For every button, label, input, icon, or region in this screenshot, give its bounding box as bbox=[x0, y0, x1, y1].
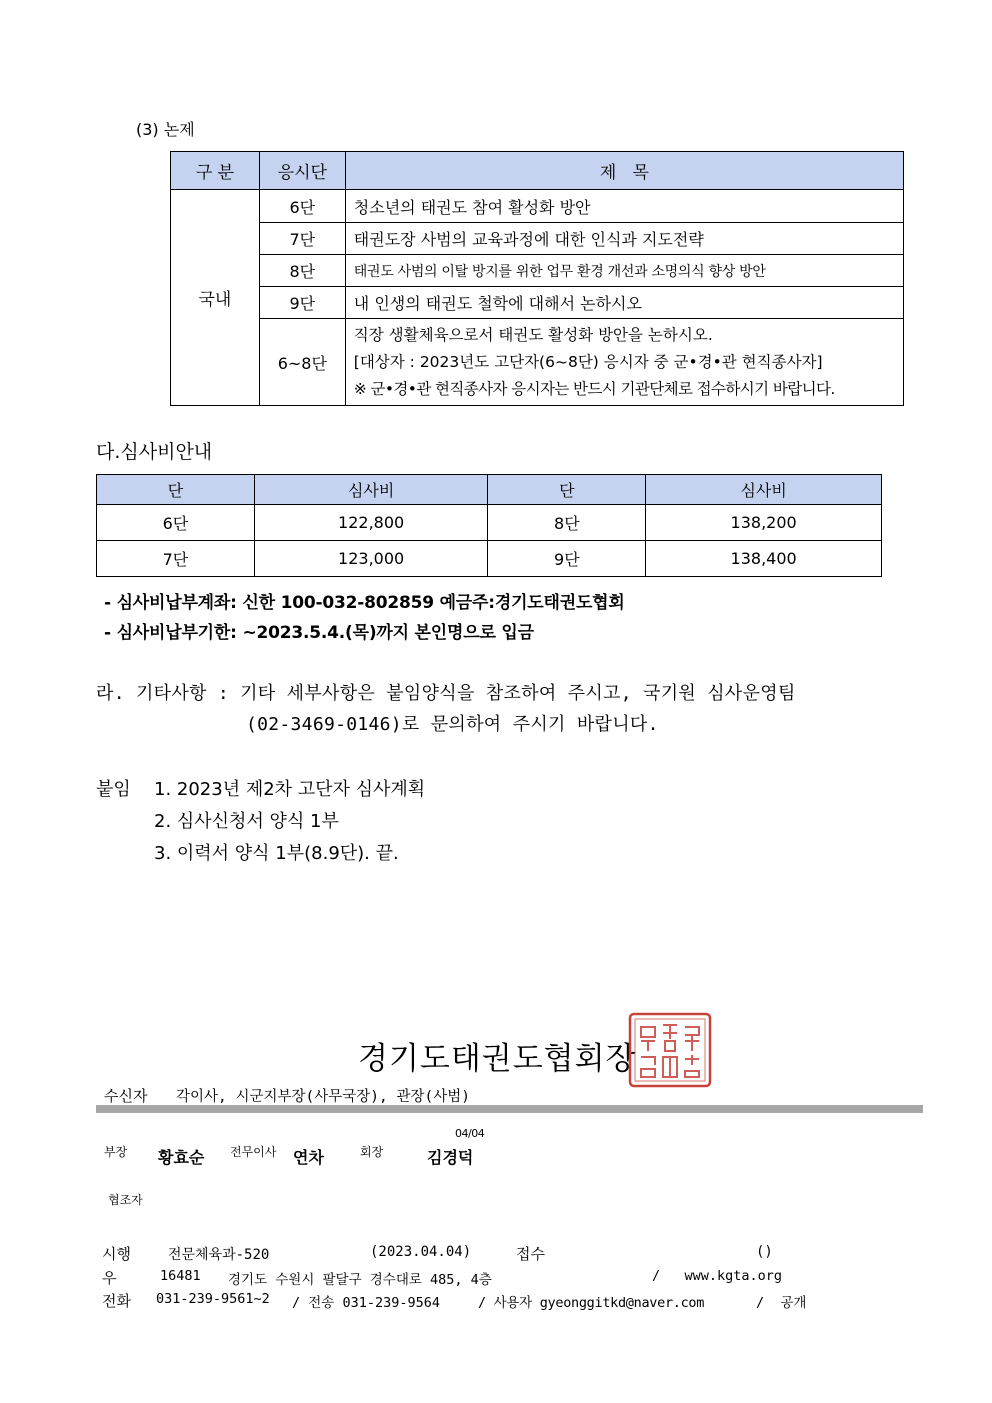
special-topic-cell bbox=[345, 319, 903, 406]
fee-dan: 7단 bbox=[97, 541, 255, 577]
approval-name: 황효순 bbox=[158, 1148, 205, 1167]
misc-line: (02-3469-0146)로 문의하여 주시기 바랍니다. bbox=[246, 714, 659, 735]
attachment-item: 3. 이력서 양식 1부(8.9단). 끝. bbox=[154, 843, 399, 864]
approval-name: 연차 bbox=[293, 1148, 324, 1167]
fee-header-fee: 심사비 bbox=[254, 475, 488, 505]
post-label: 우 bbox=[102, 1269, 117, 1287]
fee-dan: 8단 bbox=[488, 505, 646, 541]
fee-header-dan: 단 bbox=[97, 475, 255, 505]
address: 경기도 수원시 팔달구 경수대로 485, 4층 bbox=[228, 1272, 492, 1288]
topic-title: 태권도장 사범의 교육과정에 대한 인식과 지도전략 bbox=[345, 223, 903, 255]
special-target-line: [대상자 : 2023년도 고단자(6~8단) 응시자 중 군•경•관 현직종사자] bbox=[353, 352, 823, 371]
special-topic-line: 직장 생활체육으로서 태권도 활성화 방안을 논하시오. bbox=[353, 325, 713, 344]
header-dan: 응시단 bbox=[259, 152, 345, 190]
cooperator-label: 협조자 bbox=[108, 1193, 143, 1207]
region-cell: 국내 bbox=[171, 190, 260, 406]
fee-amount: 138,200 bbox=[646, 505, 882, 541]
disclosure: / 공개 bbox=[756, 1295, 807, 1311]
topic-dan: 7단 bbox=[259, 223, 345, 255]
fee-dan: 9단 bbox=[488, 541, 646, 577]
email: / 사용자 gyeonggitkd@naver.com bbox=[478, 1295, 705, 1311]
approval-role: 전무이사 bbox=[230, 1145, 277, 1159]
topic-title: 내 인생의 태권도 철학에 대해서 논하시오 bbox=[345, 287, 903, 319]
receipt-value: () bbox=[756, 1244, 773, 1260]
enforce-number: 전문체육과-520 bbox=[168, 1247, 270, 1263]
header-category: 구 분 bbox=[171, 152, 260, 190]
topics-heading: (3) 논제 bbox=[136, 120, 195, 139]
fee-dan: 6단 bbox=[97, 505, 255, 541]
fee-header-fee: 심사비 bbox=[646, 475, 882, 505]
misc-line: 라. 기타사항 : 기타 세부사항은 붙임양식을 참조하여 주시고, 국기원 심사운영팀 bbox=[96, 683, 796, 704]
topic-dan: 9단 bbox=[259, 287, 345, 319]
fee-amount: 138,400 bbox=[646, 541, 882, 577]
divider-bar bbox=[96, 1105, 923, 1113]
fees-heading: 다.심사비안내 bbox=[96, 441, 213, 463]
fee-amount: 122,800 bbox=[254, 505, 488, 541]
recipient-label: 수신자 bbox=[104, 1087, 148, 1105]
approval-role: 부장 bbox=[104, 1145, 128, 1159]
approval-date: 04/04 bbox=[455, 1127, 485, 1140]
website: / www.kgta.org bbox=[652, 1268, 783, 1284]
post-code: 16481 bbox=[160, 1268, 201, 1284]
approval-role: 회장 bbox=[360, 1145, 384, 1159]
fax: / 전송 031-239-9564 bbox=[292, 1295, 440, 1311]
topics-table bbox=[170, 151, 904, 406]
topic-dan: 6단 bbox=[259, 190, 345, 223]
topic-dan: 6~8단 bbox=[259, 319, 345, 406]
header-title: 제 목 bbox=[345, 152, 903, 190]
fee-account: - 심사비납부계좌: 신한 100-032-802859 예금주:경기도태권도협회 bbox=[104, 593, 625, 613]
recipient-list: 각이사, 시군지부장(사무국장), 관장(사범) bbox=[176, 1089, 470, 1105]
attachments-label: 붙임 bbox=[96, 779, 131, 800]
approval-name: 김경덕 bbox=[427, 1148, 474, 1167]
official-seal bbox=[627, 1011, 713, 1089]
special-note-line: ※ 군•경•관 현직종사자 응시자는 반드시 기관단체로 접수하시기 바랍니다. bbox=[353, 379, 835, 398]
fees-table bbox=[96, 474, 882, 577]
topic-dan: 8단 bbox=[259, 255, 345, 287]
topic-title: 태권도 사범의 이탈 방지를 위한 업무 환경 개선과 소명의식 향상 방안 bbox=[345, 255, 903, 287]
topic-title: 청소년의 태권도 참여 활성화 방안 bbox=[345, 190, 903, 223]
fee-amount: 123,000 bbox=[254, 541, 488, 577]
attachment-item: 1. 2023년 제2차 고단자 심사계획 bbox=[154, 779, 426, 800]
fee-deadline: - 심사비납부기한: ~2023.5.4.(목)까지 본인명으로 입금 bbox=[104, 623, 534, 643]
fee-header-dan: 단 bbox=[488, 475, 646, 505]
phone: 031-239-9561~2 bbox=[156, 1291, 270, 1307]
receipt-label: 접수 bbox=[516, 1245, 545, 1263]
attachment-item: 2. 심사신청서 양식 1부 bbox=[154, 811, 339, 832]
enforce-date: (2023.04.04) bbox=[370, 1244, 472, 1260]
enforce-label: 시행 bbox=[102, 1245, 131, 1263]
phone-label: 전화 bbox=[102, 1292, 131, 1310]
org-head-title: 경기도태권도협회장 bbox=[358, 1041, 637, 1077]
